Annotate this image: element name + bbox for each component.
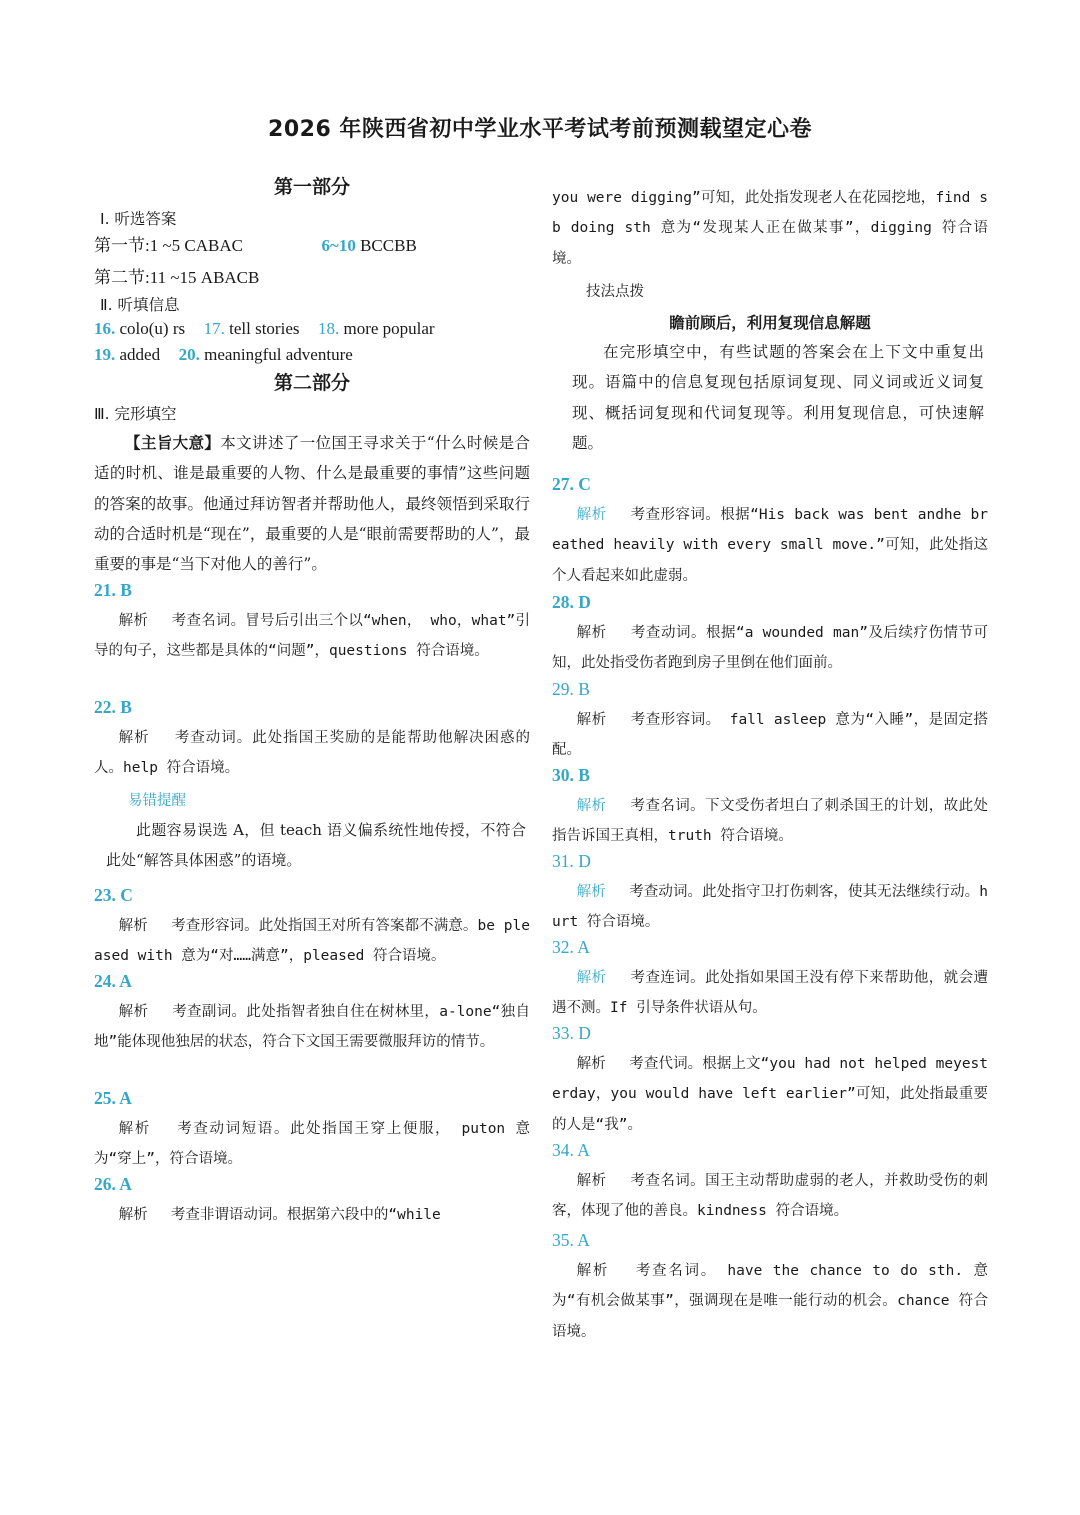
q26-analysis-start (94, 1200, 530, 1230)
section2-answers: 第二节:11 ~15 ABACB (94, 268, 260, 287)
q29-text: 考查形容词。 fall asleep 意为“入睡”，是固定搭配。 (552, 712, 989, 759)
q27-text: 考查形容词。根据“His back was bent andhe breathed heavily with every small move.”可知，此处指这个人看起来如此虚弱。 (552, 507, 989, 584)
technique-text: 在完形填空中，有些试题的答案会在上下文中重复出现。语篇中的信息复现包括原词复现、同义词或近义词复现、概括词复现和代词复现等。利用复现信息，可快速解题。 (572, 343, 984, 452)
q20-ans: meaningful adventure (204, 345, 353, 364)
q17-num: 17. (203, 319, 225, 338)
q31-text: 考查动词。此处指守卫打伤刺客，使其无法继续行动。hurt 符合语境。 (552, 884, 988, 931)
analysis-tag: 解析 (576, 1056, 606, 1072)
q30-number: 30. B (552, 765, 590, 785)
analysis-tag: 解析 (118, 918, 148, 934)
q23-analysis (94, 911, 530, 972)
q24-number: 24. A (94, 971, 132, 991)
q21-text: 考查名词。冒号后引出三个以“when， who，what”引导的句子，这些都是具体的“问题”，questions 符合语境。 (94, 613, 531, 660)
analysis-tag: 解析 (576, 970, 607, 986)
page-title: 2026 年陕西省初中学业水平考试考前预测载望定心卷 (268, 117, 812, 142)
q28-text: 考查动词。根据“a wounded man”及后续疗伤情节可知，此处指受伤者跑到房子里倒在他们面前。 (552, 625, 989, 672)
q31-number: 31. D (552, 851, 591, 871)
q32-text: 考查连词。此处指如果国王没有停下来帮助他，就会遭遇不测。If 引导条件状语从句。 (552, 970, 989, 1017)
q33-analysis (552, 1049, 988, 1140)
analysis-tag: 解析 (576, 1263, 610, 1279)
q22-text: 考查动词。此处指国王奖励的是能帮助他解决困惑的人。help 符合语境。 (94, 730, 531, 777)
listen-choice-label: Ⅰ. 听选答案 (100, 210, 177, 228)
q23-number: 23. C (94, 885, 133, 905)
main-idea-tag: 【主旨大意】 (125, 433, 221, 452)
q32-analysis (552, 963, 988, 1024)
q30-analysis (552, 791, 988, 852)
q28-analysis (552, 618, 988, 679)
analysis-tag: 解析 (118, 730, 150, 746)
section1-part-a: 第一节:1 ~5 CABAC (94, 236, 243, 255)
q25-analysis (94, 1114, 530, 1175)
error-tip-tag: 易错提醒 (128, 793, 186, 809)
q35-number: 35. A (552, 1230, 590, 1250)
analysis-tag: 解析 (576, 884, 606, 900)
q18-ans: more popular (343, 319, 435, 338)
analysis-tag: 解析 (576, 1173, 607, 1189)
q27-analysis (552, 500, 988, 591)
q22-analysis (94, 723, 530, 784)
q26-text-left: 考查非谓语动词。根据第六段中的“while (170, 1207, 441, 1223)
q29-analysis (552, 705, 988, 766)
analysis-tag: 解析 (576, 712, 607, 728)
q16-ans: colo(u) rs (119, 319, 186, 338)
listen-fill-label: Ⅱ. 听填信息 (100, 296, 180, 314)
analysis-tag: 解析 (118, 1207, 148, 1223)
q34-analysis (552, 1166, 988, 1227)
q25-text: 考查动词短语。此处指国王穿上便服， puton 意为“穿上”，符合语境。 (94, 1121, 530, 1168)
q24-text: 考查副词。此处指智者独自住在树林里，a-lone“独自地”能体现他独居的状态，符合下文国王需要微服拜访的情节。 (94, 1004, 531, 1051)
q33-text: 考查代词。根据上文“you had not helped meyesterday，you would have left earlier”可知，此处指最重要的人是“我”。 (552, 1056, 989, 1133)
q30-text: 考查名词。下文受伤者坦白了刺杀国王的计划，故此处指告诉国王真相，truth 符合语境。 (552, 798, 989, 845)
technique-tag: 技法点拨 (586, 284, 644, 300)
error-tip-text: 此题容易误选 A，但 teach 语义偏系统性地传授，不符合此处“解答具体困惑”的语境。 (106, 821, 526, 870)
q17-ans: tell stories (229, 319, 300, 338)
q35-analysis (552, 1256, 988, 1347)
analysis-tag: 解析 (118, 1121, 151, 1137)
q29-number: 29. B (552, 679, 590, 699)
part2-heading: 第二部分 (273, 372, 350, 394)
q22-number: 22. B (94, 697, 132, 717)
q31-analysis (552, 877, 988, 938)
section1-answers (94, 231, 417, 256)
section1-b-ans: BCCBB (360, 236, 417, 255)
cloze-label: Ⅲ. 完形填空 (94, 405, 177, 423)
main-idea (94, 428, 530, 579)
q32-number: 32. A (552, 937, 590, 957)
analysis-tag: 解析 (118, 1004, 149, 1020)
main-idea-text: 本文讲述了一位国王寻求关于“什么时候是合适的时机、谁是最重要的人物、什么是最重要的事情”这些问题的答案的故事。他通过拜访智者并帮助他人，最终领悟到采取行动的合适时机是“现在”，最重要的人是“眼前需要帮助的人”，最重要的事是“当下对他人的善行”。 (94, 434, 530, 574)
q28-number: 28. D (552, 592, 591, 612)
q26-number: 26. A (94, 1174, 132, 1194)
q26-analysis-continued: you were digging”可知，此处指发现老人在花园挖地，find sb doing sth 意为“发现某人正在做某事”，digging 符合语境。 (552, 190, 988, 267)
q34-number: 34. A (552, 1140, 590, 1160)
fill-row-1 (94, 319, 435, 339)
q18-num: 18. (317, 319, 340, 338)
q20-num: 20. (178, 345, 200, 364)
q24-analysis (94, 997, 530, 1058)
analysis-tag: 解析 (576, 798, 607, 814)
q21-number: 21. B (94, 580, 132, 600)
section1-b-num: 6~10 (321, 236, 356, 255)
q21-analysis (94, 606, 530, 667)
q34-text: 考查名词。国王主动帮助虚弱的老人，并救助受伤的刺客，体现了他的善良。kindness 符合语境。 (552, 1173, 989, 1220)
part1-heading: 第一部分 (273, 176, 350, 198)
q19-num: 19. (94, 345, 116, 364)
q23-text: 考查形容词。此处指国王对所有答案都不满意。be pleased with 意为“对……满意”，pleased 符合语境。 (94, 918, 530, 965)
fill-row-2 (94, 345, 353, 365)
analysis-tag: 解析 (118, 613, 149, 629)
q25-number: 25. A (94, 1088, 132, 1108)
q27-number: 27. C (552, 474, 591, 494)
analysis-tag: 解析 (576, 625, 607, 641)
q33-number: 33. D (552, 1023, 591, 1043)
q16-num: 16. (94, 319, 116, 338)
q35-text: 考查名词。 have the chance to do sth. 意为“有机会做某事”，强调现在是唯一能行动的机会。chance 符合语境。 (552, 1263, 989, 1340)
analysis-tag: 解析 (576, 507, 607, 523)
technique-title: 瞻前顾后，利用复现信息解题 (669, 314, 871, 332)
q19-ans: added (119, 345, 161, 364)
